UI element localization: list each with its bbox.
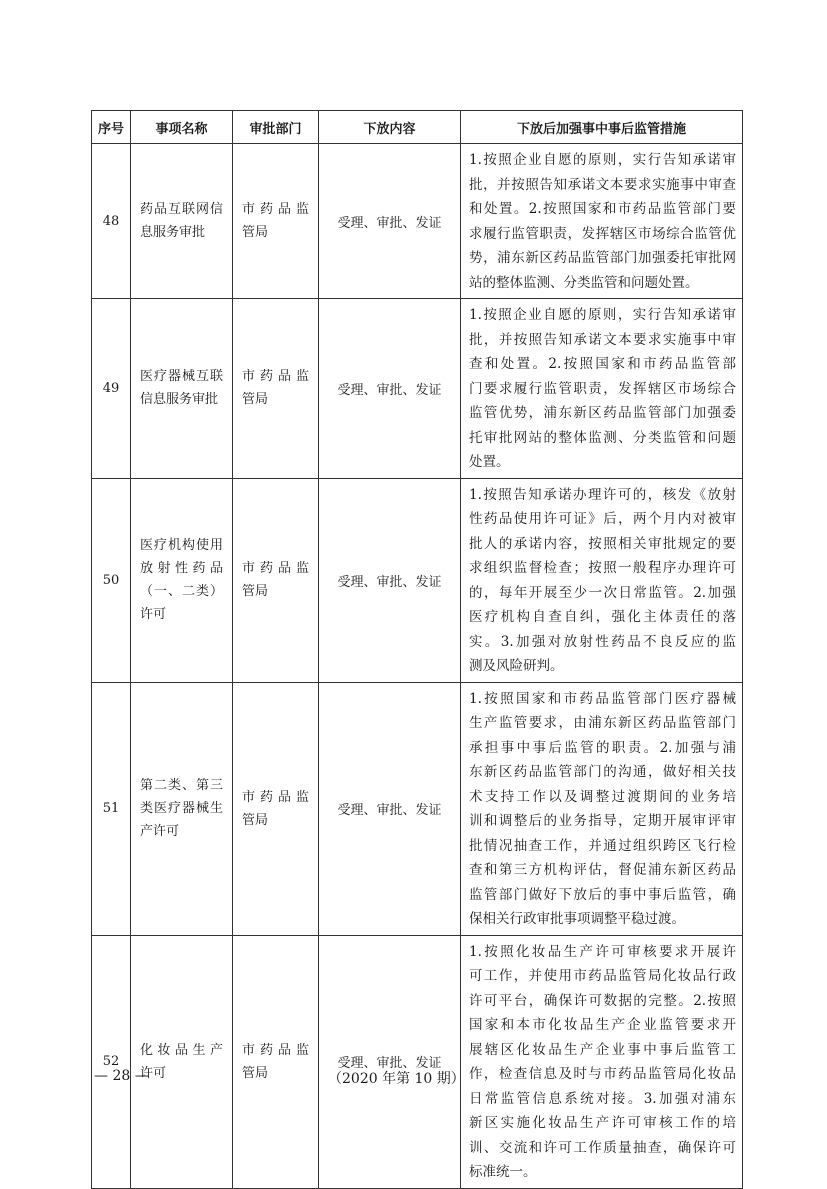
measure-line: 监管部门做好下放后的事中事后监管，确 xyxy=(469,886,736,903)
measure-line: 日常监管信息系统对接。3.加强对浦东 xyxy=(469,1090,736,1107)
delegated-content: 受理、审批、发证 xyxy=(319,935,461,1188)
item-name xyxy=(131,682,233,935)
table-row xyxy=(92,144,743,299)
row-number: 50 xyxy=(92,478,131,682)
measure-line: 和处置。2.按照国家和市药品监管部门要 xyxy=(469,201,736,217)
department xyxy=(233,299,319,479)
measure-line: 1.按照化妆品生产许可审核要求开展许 xyxy=(469,943,736,960)
header-supervision-measures: 下放后加强事中事后监管措施 xyxy=(461,111,743,144)
item-name xyxy=(131,144,233,299)
header-department: 审批部门 xyxy=(233,111,319,144)
department-line: 管局 xyxy=(242,584,269,599)
item-name-line: 第二类、第三 xyxy=(140,778,223,793)
item-name-line: 息服务审批 xyxy=(140,225,206,240)
department xyxy=(233,682,319,935)
delegated-content: 受理、审批、发证 xyxy=(319,299,461,479)
measure-line: 展辖区化妆品生产企业事中事后监管工 xyxy=(469,1041,736,1058)
approval-items-table xyxy=(91,110,743,1189)
item-name-line: （一、二类） xyxy=(140,584,223,599)
measure-line: 批，并按照告知承诺文本要求实施事中审查 xyxy=(469,176,736,193)
measure-line: 国家和本市化妆品生产企业监管要求开 xyxy=(469,1017,736,1033)
delegated-content: 受理、审批、发证 xyxy=(319,682,461,935)
measure-line: 监管优势，浦东新区药品监管部门加强委 xyxy=(469,405,736,421)
department-line: 市药品监 xyxy=(242,1042,309,1058)
measure-line: 求履行监管职责，发挥辖区市场综合监管优 xyxy=(469,225,736,242)
item-name-line: 医疗机构使用 xyxy=(140,538,223,553)
item-name xyxy=(131,299,233,479)
table-row xyxy=(92,478,743,682)
department xyxy=(233,144,319,299)
row-number: 52 xyxy=(92,935,131,1188)
measure-line: 处置。 xyxy=(469,454,510,470)
measure-line: 测及风险研判。 xyxy=(469,658,564,674)
measure-line: 性药品使用许可证》后，两个月内对被审 xyxy=(469,511,736,527)
measure-line: 站的整体监测、分类监管和问题处置。 xyxy=(469,274,699,291)
measure-line: 生产监管要求，由浦东新区药品监管部门 xyxy=(469,715,736,731)
measure-line: 实。3.加强对放射性药品不良反应的监 xyxy=(469,633,736,650)
department-line: 管局 xyxy=(242,225,269,240)
table-row xyxy=(92,682,743,935)
item-name xyxy=(131,935,233,1188)
item-name-line: 许可 xyxy=(140,607,167,622)
measure-line: 许可平台，确保许可数据的完整。2.按照 xyxy=(469,992,736,1009)
header-item-name: 事项名称 xyxy=(131,111,233,144)
delegated-content: 受理、审批、发证 xyxy=(319,144,461,299)
measure-line: 新区实施化妆品生产许可审核工作的培 xyxy=(469,1115,736,1131)
supervision-measures xyxy=(461,478,743,682)
supervision-measures xyxy=(461,935,743,1188)
item-name-line: 类医疗器械生 xyxy=(140,801,223,816)
measure-line: 的，每年开展至少一次日常监管。2.加强 xyxy=(469,584,736,601)
measure-line: 医疗机构自查自纠，强化主体责任的落 xyxy=(469,609,736,625)
item-name-line: 放射性药品 xyxy=(140,561,223,576)
measure-line: 查和第三方机构评估，督促浦东新区药品 xyxy=(469,862,736,878)
issue-label: （2020 年第 10 期） xyxy=(328,1071,465,1087)
item-name-line: 许可 xyxy=(140,1065,167,1081)
measure-line: 1.按照告知承诺办理许可的，核发《放射 xyxy=(469,486,736,503)
measure-line: 查和处置。2.按照国家和市药品监管部 xyxy=(469,356,736,372)
department-line: 市药品监 xyxy=(242,789,309,805)
department-line: 管局 xyxy=(242,812,269,828)
row-number: 48 xyxy=(92,144,131,299)
measure-line: 保相关行政审批事项调整平稳过渡。 xyxy=(469,911,685,927)
measure-line: 门要求履行监管职责，发挥辖区市场综合 xyxy=(469,380,736,397)
department-line: 市药品监 xyxy=(242,561,309,576)
measure-line: 1.按照企业自愿的原则，实行告知承诺审 xyxy=(469,307,736,323)
page-number: — 28 — xyxy=(94,1068,149,1084)
department-line: 管局 xyxy=(242,1065,269,1081)
delegated-content: 受理、审批、发证 xyxy=(319,478,461,682)
measure-line: 批人的承诺内容，按照相关审批规定的要 xyxy=(469,535,736,552)
item-name-line: 产许可 xyxy=(140,824,180,839)
table-row xyxy=(92,299,743,479)
measure-line: 标准统一。 xyxy=(469,1164,537,1180)
item-name-line: 化妆品生产 xyxy=(140,1042,223,1058)
measure-line: 批，并按照告知承诺文本要求实施事中审 xyxy=(469,331,736,348)
item-name-line: 医疗器械互联 xyxy=(140,369,223,385)
measure-line: 1.按照国家和市药品监管部门医疗器械 xyxy=(469,690,736,707)
measure-line: 东新区药品监管部门的沟通，做好相关技 xyxy=(469,764,736,780)
row-number: 51 xyxy=(92,682,131,935)
department xyxy=(233,478,319,682)
supervision-measures xyxy=(461,682,743,935)
item-name xyxy=(131,478,233,682)
measure-line: 势，浦东新区药品监管部门加强委托审批网 xyxy=(469,250,736,266)
measure-line: 训和调整后的业务指导，定期开展审评审 xyxy=(469,813,736,829)
supervision-measures xyxy=(461,144,743,299)
table-header-row xyxy=(92,111,743,144)
row-number: 49 xyxy=(92,299,131,479)
department-line: 管局 xyxy=(242,392,269,408)
header-delegated-content: 下放内容 xyxy=(319,111,461,144)
measure-line: 作，检查信息及时与市药品监管局化妆品 xyxy=(469,1066,736,1082)
measure-line: 托审批网站的整体监测、分类监管和问题 xyxy=(469,429,736,446)
measure-line: 批情况抽查工作，并通过组织跨区飞行检 xyxy=(469,837,736,854)
department xyxy=(233,935,319,1188)
measure-line: 可工作，并使用市药品监管局化妆品行政 xyxy=(469,968,736,984)
measure-line: 求组织监督检查；按照一般程序办理许可 xyxy=(469,560,736,576)
measure-line: 1.按照企业自愿的原则，实行告知承诺审 xyxy=(469,152,736,168)
department-line: 市药品监 xyxy=(242,369,309,385)
supervision-measures xyxy=(461,299,743,479)
measure-line: 承担事中事后监管的职责。2.加强与浦 xyxy=(469,739,736,756)
department-line: 市药品监 xyxy=(242,202,309,217)
table-row xyxy=(92,935,743,1188)
measure-line: 训、交流和许可工作质量抽查，确保许可 xyxy=(469,1139,736,1156)
item-name-line: 信息服务审批 xyxy=(140,392,219,408)
item-name-line: 药品互联网信 xyxy=(140,202,223,217)
measure-line: 术支持工作以及调整过渡期间的业务培 xyxy=(469,788,736,805)
header-number: 序号 xyxy=(92,111,131,144)
